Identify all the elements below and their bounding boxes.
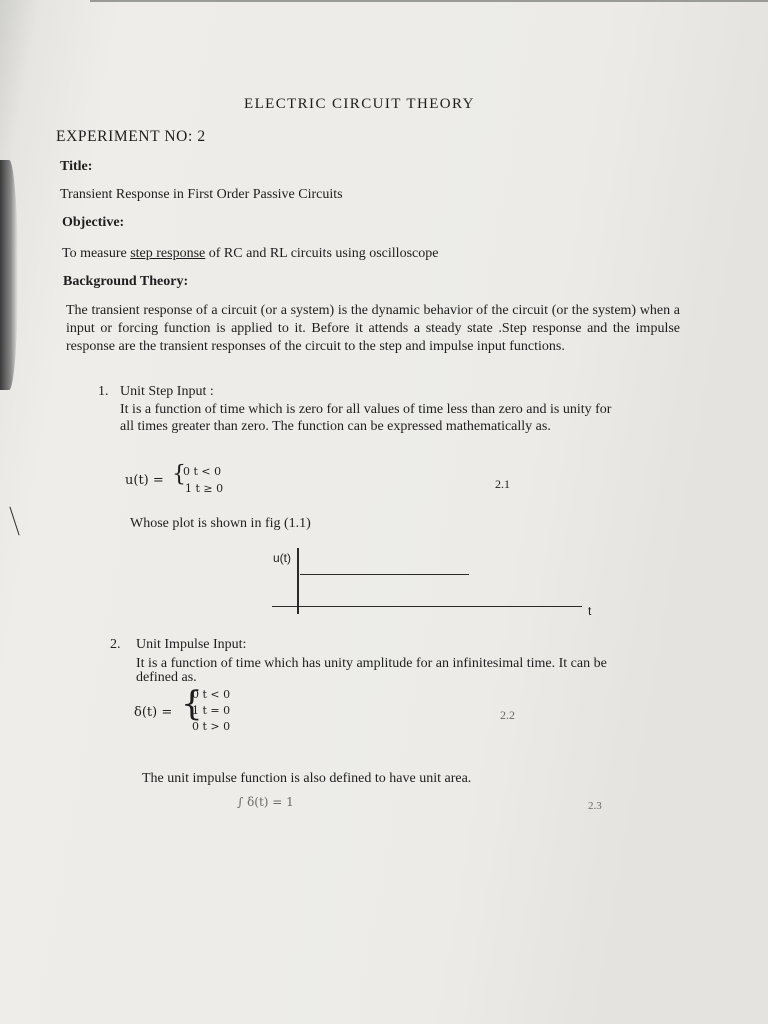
title-label: Title: xyxy=(60,159,93,174)
item2-heading: Unit Impulse Input: xyxy=(136,637,247,652)
objective-label: Objective: xyxy=(62,215,125,230)
eq2-case3: 0 t > 0 xyxy=(192,720,231,733)
document-title: ELECTRIC CIRCUIT THEORY xyxy=(244,96,475,112)
eq1-lhs: u(t) = xyxy=(125,473,164,488)
item2-line1: It is a function of time which has unity amplitude for an infinitesimal time. It can be xyxy=(136,656,607,671)
eq2-case2: 1 t = 0 xyxy=(192,704,231,717)
item1-heading: Unit Step Input : xyxy=(120,384,214,399)
objective-text: To measure step response of RC and RL circuits using oscilloscope xyxy=(62,246,439,261)
item2-line2: defined as. xyxy=(136,670,197,685)
experiment-number: EXPERIMENT NO: 2 xyxy=(56,128,206,145)
background-label: Background Theory: xyxy=(63,274,189,289)
item1-line1: It is a function of time which is zero for all values of time less than zero and is unity for xyxy=(120,402,612,417)
eq1-number: 2.1 xyxy=(495,477,510,491)
page-edge xyxy=(90,0,768,2)
plot-x-label: t xyxy=(588,604,592,618)
impulse-area-text: The unit impulse function is also defined to have unit area. xyxy=(142,771,472,786)
eq3-number: 2.3 xyxy=(588,800,602,812)
plot-step-line xyxy=(300,574,469,575)
item1-line2: all times greater than zero. The function can be expressed mathematically as. xyxy=(120,419,551,434)
eq2-brace: { xyxy=(181,684,203,724)
eq1-case1: 0 t < 0 xyxy=(183,465,222,478)
item2-number: 2. xyxy=(110,637,121,652)
plot-y-label: u(t) xyxy=(273,551,291,565)
scan-mark xyxy=(9,507,19,536)
background-paragraph: The transient response of a circuit (or a system) is the dynamic behavior of the circuit (or the system) when a input or forcing function is applied to it. Before it attends a steady state .Step response and the impulse response are the transient responses of the circuit to the step and impulse input functions. xyxy=(66,303,680,354)
eq2-lhs: δ(t) = xyxy=(134,705,173,720)
impulse-area-equation: ∫ δ(t) = 1 xyxy=(237,795,294,809)
title-text: Transient Response in First Order Passive Circuits xyxy=(60,187,343,202)
eq2-case1: 0 t < 0 xyxy=(192,688,231,701)
eq1-case2: 1 t ≥ 0 xyxy=(185,482,224,495)
plot-caption: Whose plot is shown in fig (1.1) xyxy=(130,516,311,531)
scan-shadow xyxy=(0,160,18,390)
eq1-brace: { xyxy=(172,462,186,487)
objective-underlined-term: step response xyxy=(130,246,206,261)
eq2-number: 2.2 xyxy=(500,708,515,722)
plot-x-axis xyxy=(272,606,582,607)
item1-number: 1. xyxy=(98,384,109,399)
plot-y-axis xyxy=(297,548,299,614)
